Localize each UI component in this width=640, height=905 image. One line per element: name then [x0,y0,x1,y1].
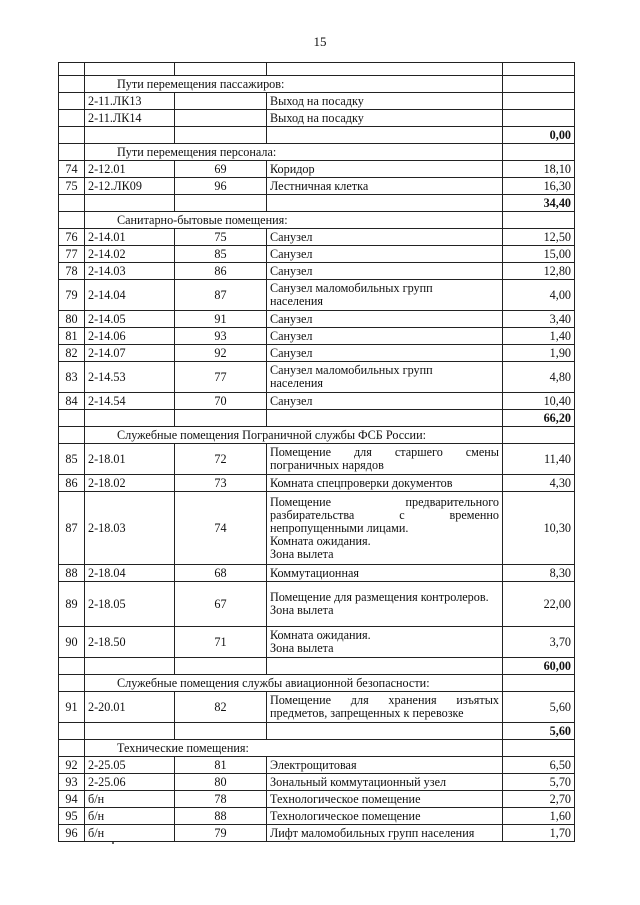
room-number: 79 [175,825,267,842]
room-number: 93 [175,328,267,345]
row-number: 96 [59,825,85,842]
room-area: 6,50 [503,757,575,774]
room-name [267,825,503,842]
room-name-line: Выход на посадку [270,93,364,108]
section-title: Пути перемещения пассажиров: [85,76,503,93]
room-area: 10,40 [503,393,575,410]
room-name-line: Лестничная клетка [270,178,369,193]
table-row [59,565,575,582]
section-header-row [59,740,575,757]
empty-cell [267,723,503,740]
room-name-line: Санузел маломобильных групп [270,281,433,295]
row-number: 81 [59,328,85,345]
room-code: 2-20.01 [85,692,175,723]
room-name [267,229,503,246]
room-number: 86 [175,263,267,280]
room-code: 2-12.ЛК09 [85,178,175,195]
section-title: Служебные помещения Пограничной службы ФСБ России: [85,427,503,444]
room-number: 72 [175,444,267,475]
empty-cell [59,127,85,144]
room-code: 2-18.04 [85,565,175,582]
room-area [503,110,575,127]
room-number: 70 [175,393,267,410]
empty-cell [59,195,85,212]
empty-cell [59,212,85,229]
empty-cell [503,63,575,76]
room-number: 88 [175,808,267,825]
room-code: 2-18.01 [85,444,175,475]
empty-cell [503,144,575,161]
empty-cell [85,410,175,427]
table-row [59,757,575,774]
room-code: 2-11.ЛК13 [85,93,175,110]
room-name [267,178,503,195]
row-number: 79 [59,280,85,311]
row-number: 93 [59,774,85,791]
room-name [267,345,503,362]
room-area: 4,30 [503,475,575,492]
empty-cell [503,427,575,444]
room-area: 2,70 [503,791,575,808]
section-title: Технические помещения: [85,740,503,757]
room-code: 2-14.07 [85,345,175,362]
room-name-line: Помещение для старшего смены пограничных нарядов [270,445,499,472]
section-total-row [59,723,575,740]
spacer-row [59,63,575,76]
table-row [59,825,575,842]
empty-cell [59,740,85,757]
table-row [59,110,575,127]
room-name [267,110,503,127]
room-name [267,774,503,791]
table-row [59,692,575,723]
row-number: 91 [59,692,85,723]
room-name [267,444,503,475]
table-row [59,393,575,410]
room-area: 8,30 [503,565,575,582]
empty-cell [59,723,85,740]
room-name-line: Технологическое помещение [270,808,421,823]
room-name [267,582,503,627]
row-number: 89 [59,582,85,627]
room-number: 91 [175,311,267,328]
section-header-row [59,427,575,444]
empty-cell [59,76,85,93]
room-number: 67 [175,582,267,627]
room-number: 81 [175,757,267,774]
section-total-row [59,658,575,675]
section-total: 0,00 [503,127,575,144]
table-row [59,328,575,345]
empty-cell [503,675,575,692]
room-area [503,93,575,110]
room-name-line: Санузел [270,393,313,408]
room-name [267,393,503,410]
empty-cell [85,658,175,675]
room-area: 3,70 [503,627,575,658]
room-name [267,808,503,825]
empty-cell [59,658,85,675]
room-name-line: Санузел маломобильных групп [270,363,433,377]
room-code: 2-18.02 [85,475,175,492]
room-area: 11,40 [503,444,575,475]
section-total: 5,60 [503,723,575,740]
room-name [267,565,503,582]
room-area: 5,60 [503,692,575,723]
table-row [59,444,575,475]
table-row [59,362,575,393]
empty-cell [267,63,503,76]
room-code: 2-18.50 [85,627,175,658]
section-title: Служебные помещения службы авиационной безопасности: [85,675,503,692]
page-number: 15 [313,34,327,49]
row-number: 85 [59,444,85,475]
section-total: 66,20 [503,410,575,427]
room-code: 2-14.01 [85,229,175,246]
room-code: 2-14.05 [85,311,175,328]
room-area: 15,00 [503,246,575,263]
table-row [59,93,575,110]
room-area: 22,00 [503,582,575,627]
room-area: 12,50 [503,229,575,246]
room-code: 2-18.03 [85,492,175,565]
room-number: 85 [175,246,267,263]
row-number: 84 [59,393,85,410]
row-number: 83 [59,362,85,393]
room-name [267,791,503,808]
section-header-row [59,76,575,93]
room-name-line: Технологическое помещение [270,791,421,806]
room-area: 1,40 [503,328,575,345]
row-number: 87 [59,492,85,565]
room-code: 2-14.03 [85,263,175,280]
premises-table [58,62,575,842]
room-name [267,627,503,658]
section-header-row [59,144,575,161]
room-name [267,311,503,328]
room-name-line: Зона вылета [270,603,334,617]
room-name-line: Коммутационная [270,565,359,580]
empty-cell [175,723,267,740]
room-code: 2-18.05 [85,582,175,627]
room-area: 4,00 [503,280,575,311]
room-name-line: Санузел [270,263,313,278]
room-name-line: Зональный коммутационный узел [270,774,447,789]
room-name-line: Зона вылета [270,546,334,561]
room-name [267,280,503,311]
row-number: 90 [59,627,85,658]
room-area: 1,70 [503,825,575,842]
room-name-line: Комната спецпроверки документов [270,475,453,490]
room-number: 73 [175,475,267,492]
table-row [59,246,575,263]
room-name [267,93,503,110]
room-name-line: Санузел [270,229,313,244]
empty-cell [267,195,503,212]
room-code: 2-12.01 [85,161,175,178]
room-code: 2-14.53 [85,362,175,393]
empty-cell [503,76,575,93]
empty-cell [59,63,85,76]
section-total-row [59,410,575,427]
room-code: 2-14.06 [85,328,175,345]
room-number: 69 [175,161,267,178]
room-name-line: Санузел [270,328,313,343]
room-name-line: Выход на посадку [270,110,364,125]
room-name-line: Коридор [270,161,315,176]
room-number: 75 [175,229,267,246]
room-name [267,757,503,774]
empty-cell [267,410,503,427]
room-area: 18,10 [503,161,575,178]
section-header-row [59,675,575,692]
room-area: 3,40 [503,311,575,328]
empty-cell [59,410,85,427]
room-name-line: Комната ожидания. [270,533,371,548]
table-row [59,627,575,658]
room-code: б/н [85,791,175,808]
row-number: 75 [59,178,85,195]
room-name [267,475,503,492]
section-total-row [59,195,575,212]
table-row [59,263,575,280]
room-name [267,328,503,345]
room-number: 80 [175,774,267,791]
room-area: 4,80 [503,362,575,393]
row-number: 86 [59,475,85,492]
room-number [175,110,267,127]
empty-cell [503,212,575,229]
empty-cell [175,410,267,427]
room-name-line: населения [270,294,324,308]
table-row [59,808,575,825]
room-number: 87 [175,280,267,311]
room-name-line: Помещение предварительного разбирательства с временно непропущенными лицами. [270,494,499,535]
room-number: 78 [175,791,267,808]
row-number [59,93,85,110]
room-code: б/н [85,825,175,842]
empty-cell [85,195,175,212]
table-row [59,229,575,246]
section-total: 60,00 [503,658,575,675]
room-area: 1,90 [503,345,575,362]
room-name-line: Санузел [270,311,313,326]
table-row [59,345,575,362]
room-code: 2-25.05 [85,757,175,774]
empty-cell [175,127,267,144]
room-name [267,246,503,263]
room-name-line: Помещение для хранения изъятых предметов, запрещенных к перевозке [270,693,499,720]
room-area: 5,70 [503,774,575,791]
empty-cell [267,658,503,675]
room-name-line: Помещение для размещения контролеров. [270,590,489,604]
room-code: 2-14.54 [85,393,175,410]
section-total: 34,40 [503,195,575,212]
table-row [59,582,575,627]
room-name [267,492,503,565]
row-number: 78 [59,263,85,280]
empty-cell [85,127,175,144]
room-name-line: населения [270,376,324,390]
empty-cell [503,740,575,757]
room-code: 2-14.04 [85,280,175,311]
room-code: 2-25.06 [85,774,175,791]
table-row [59,492,575,565]
section-header-row [59,212,575,229]
section-total-row [59,127,575,144]
empty-cell [59,675,85,692]
room-name [267,362,503,393]
room-area: 1,60 [503,808,575,825]
room-number: 77 [175,362,267,393]
stray-dot [112,842,114,844]
table-row [59,161,575,178]
room-name-line: Санузел [270,345,313,360]
room-area: 10,30 [503,492,575,565]
room-number: 96 [175,178,267,195]
row-number: 76 [59,229,85,246]
room-code: 2-11.ЛК14 [85,110,175,127]
room-number: 68 [175,565,267,582]
section-title: Санитарно-бытовые помещения: [85,212,503,229]
room-name [267,263,503,280]
row-number: 74 [59,161,85,178]
table-row [59,791,575,808]
room-number [175,93,267,110]
row-number: 88 [59,565,85,582]
table-row [59,178,575,195]
table-row [59,280,575,311]
row-number: 95 [59,808,85,825]
room-name-line: Электрощитовая [270,757,357,772]
room-name [267,161,503,178]
empty-cell [59,144,85,161]
empty-cell [85,63,175,76]
room-area: 16,30 [503,178,575,195]
row-number: 80 [59,311,85,328]
empty-cell [175,63,267,76]
row-number: 92 [59,757,85,774]
empty-cell [175,658,267,675]
row-number [59,110,85,127]
section-title: Пути перемещения персонала: [85,144,503,161]
row-number: 77 [59,246,85,263]
room-name-line: Лифт маломобильных групп населения [270,825,475,840]
empty-cell [267,127,503,144]
empty-cell [175,195,267,212]
room-number: 82 [175,692,267,723]
room-number: 71 [175,627,267,658]
room-code: 2-14.02 [85,246,175,263]
room-number: 74 [175,492,267,565]
room-number: 92 [175,345,267,362]
empty-cell [59,427,85,444]
room-name-line: Санузел [270,246,313,261]
room-name-line: Зона вылета [270,641,334,655]
row-number: 94 [59,791,85,808]
room-name-line: Комната ожидания. [270,628,371,642]
room-code: б/н [85,808,175,825]
empty-cell [85,723,175,740]
row-number: 82 [59,345,85,362]
room-area: 12,80 [503,263,575,280]
room-name [267,692,503,723]
table-row [59,475,575,492]
table-row [59,774,575,791]
table-row [59,311,575,328]
